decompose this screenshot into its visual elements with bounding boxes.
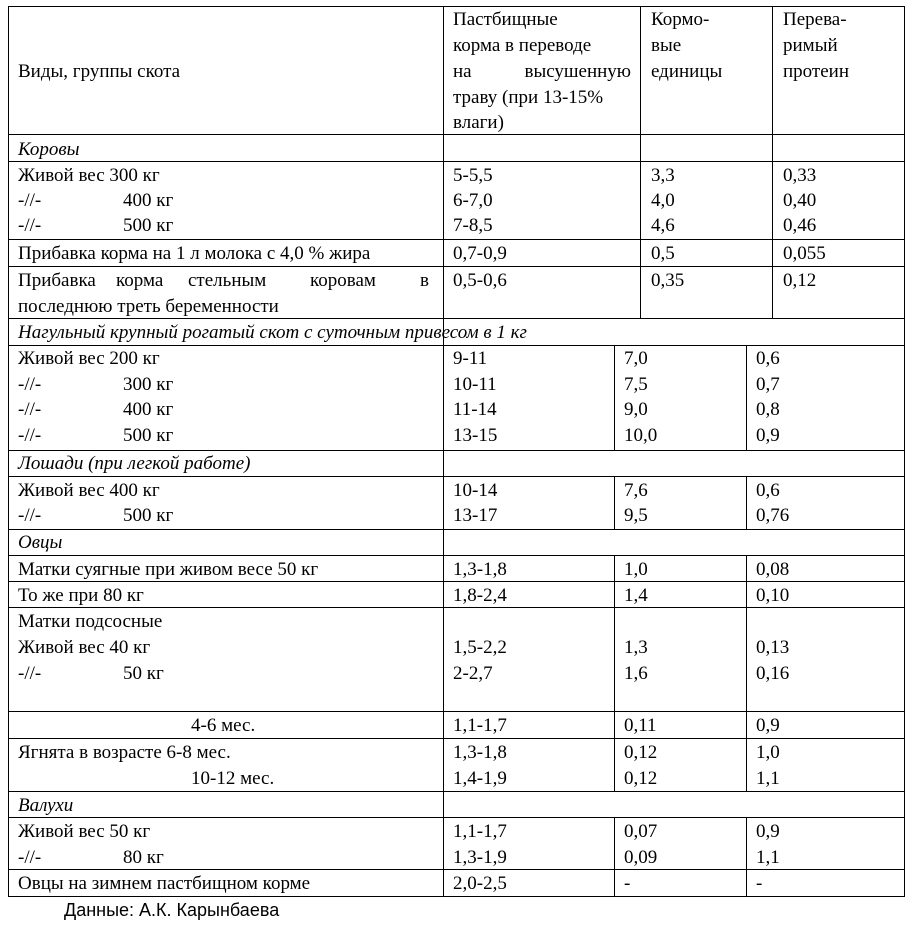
cell-species: Матки подсосные (18, 611, 163, 632)
cell-species: -//- (18, 847, 42, 868)
cell-feed-units: 0,5 (651, 243, 675, 264)
header-pasture-feed-line-2: корма в переводе (453, 35, 592, 56)
grid-line (8, 6, 905, 7)
cell-pasture-feed: 2,0-2,5 (453, 873, 507, 894)
header-feed-units-line-2: вые (651, 35, 682, 56)
section-cows: Коровы (18, 139, 80, 160)
cell-feed-units: 0,11 (624, 715, 657, 736)
cell-protein: 0,10 (756, 585, 790, 606)
cell-pasture-feed: 1,1-1,7 (453, 715, 507, 736)
cell-feed-units: 7,5 (624, 374, 648, 395)
cell-pasture-feed: 10-11 (453, 374, 497, 395)
cell-species-weight: 500 кг (123, 505, 174, 526)
cell-species: -//- (18, 399, 42, 420)
grid-line (8, 266, 905, 267)
grid-line (772, 6, 773, 319)
cell-protein: 0,16 (756, 663, 790, 684)
cell-species-word: Прибавка (18, 270, 96, 291)
cell-species-word: в (420, 270, 429, 291)
cell-species: Овцы на зимнем пастбищном корме (18, 873, 311, 894)
grid-line (8, 161, 905, 162)
cell-pasture-feed: 5-5,5 (453, 165, 493, 186)
cell-pasture-feed: 1,1-1,7 (453, 821, 507, 842)
grid-line (8, 817, 905, 818)
cell-feed-units: 0,12 (624, 742, 658, 763)
cell-species-weight: 400 кг (123, 399, 174, 420)
cell-feed-units: 1,0 (624, 559, 648, 580)
cell-species: -//- (18, 425, 42, 446)
header-pasture-feed-line-1: Пастбищные (453, 9, 558, 30)
cell-protein: 0,055 (783, 243, 826, 264)
cell-pasture-feed: 10-14 (453, 480, 498, 501)
cell-species-weight: 80 кг (123, 847, 164, 868)
cell-pasture-feed: 7-8,5 (453, 215, 493, 236)
cell-pasture-feed: 13-17 (453, 505, 498, 526)
cell-species-weight: 500 кг (123, 425, 174, 446)
cell-species-weight: 500 кг (123, 215, 174, 236)
section-fattening-cattle: Нагульный крупный рогатый скот с суточным привесом в 1 кг (18, 322, 527, 343)
source-note: Данные: А.К. Карынбаева (64, 900, 280, 920)
cell-feed-units: 1,3 (624, 637, 648, 658)
cell-feed-units: 4,0 (651, 190, 675, 211)
header-feed-units-line-3: единицы (651, 61, 723, 82)
cell-protein: 1,0 (756, 742, 780, 763)
cell-protein: 0,76 (756, 505, 790, 526)
cell-species: Живой вес 200 кг (18, 348, 160, 369)
cell-species: -//- (18, 374, 42, 395)
cell-species-word: коровам (310, 270, 376, 291)
cell-feed-units: 9,0 (624, 399, 648, 420)
cell-protein: 0,12 (783, 270, 817, 291)
cell-species: -//- (18, 215, 42, 236)
header-species-groups: Виды, группы скота (18, 61, 181, 82)
grid-line (8, 476, 905, 477)
cell-feed-units: 7,0 (624, 348, 648, 369)
section-wethers: Валухи (18, 795, 74, 816)
cell-pasture-feed: 1,4-1,9 (453, 768, 507, 789)
cell-species-age: 4-6 мес. (191, 715, 256, 736)
grid-line (640, 6, 641, 319)
cell-feed-units: - (624, 873, 631, 894)
cell-pasture-feed: 6-7,0 (453, 190, 493, 211)
cell-species-word: стельным (188, 270, 267, 291)
cell-feed-units: 0,35 (651, 270, 685, 291)
cell-pasture-feed: 11-14 (453, 399, 497, 420)
section-sheep: Овцы (18, 532, 63, 553)
cell-protein: 1,1 (756, 847, 780, 868)
cell-pasture-feed: 0,5-0,6 (453, 270, 507, 291)
cell-species: -//- (18, 190, 42, 211)
cell-species-word: корма (116, 270, 164, 291)
cell-feed-units: 3,3 (651, 165, 675, 186)
header-protein-line-2: римый (783, 35, 838, 56)
cell-feed-units: 7,6 (624, 480, 648, 501)
cell-protein: 0,9 (756, 715, 780, 736)
cell-species: Живой вес 40 кг (18, 637, 151, 658)
cell-species: Матки суягные при живом весе 50 кг (18, 559, 319, 580)
header-pasture-feed-line-5: влаги) (453, 112, 504, 133)
cell-feed-units: 0,09 (624, 847, 658, 868)
cell-species: -//- (18, 505, 42, 526)
cell-pasture-feed: 1,5-2,2 (453, 637, 507, 658)
cell-protein: 0,6 (756, 348, 780, 369)
header-protein-line-1: Перева- (783, 9, 847, 30)
cell-pasture-feed: 1,8-2,4 (453, 585, 507, 606)
grid-line (8, 555, 905, 556)
section-horses: Лошади (при легкой работе) (18, 453, 251, 474)
cell-pasture-feed: 1,3-1,9 (453, 847, 507, 868)
cell-pasture-feed: 13-15 (453, 425, 498, 446)
cell-protein: 0,6 (756, 480, 780, 501)
grid-line (8, 711, 905, 712)
section-row-mask (444, 451, 903, 476)
grid-line (8, 239, 905, 240)
cell-feed-units: 9,5 (624, 505, 648, 526)
grid-line (904, 6, 905, 897)
cell-species-weight: 50 кг (123, 663, 164, 684)
cell-pasture-feed: 9-11 (453, 348, 488, 369)
cell-feed-units: 0,12 (624, 768, 658, 789)
cell-feed-units: 0,07 (624, 821, 658, 842)
cell-protein: 0,40 (783, 190, 817, 211)
cell-pasture-feed: 1,3-1,8 (453, 742, 507, 763)
cell-feed-units: 4,6 (651, 215, 675, 236)
header-pasture-feed-line-4: траву (при 13-15% (453, 87, 604, 108)
cell-species-weight: 400 кг (123, 190, 174, 211)
header-protein-line-3: протеин (783, 61, 849, 82)
cell-protein: 0,8 (756, 399, 780, 420)
header-pasture-feed-line-3: на высушенную (453, 61, 631, 82)
grid-line (8, 738, 905, 739)
cell-species: -//- (18, 663, 42, 684)
cell-species: То же при 80 кг (18, 585, 144, 606)
cell-species: последнюю треть беременности (18, 296, 279, 317)
cell-species: Живой вес 300 кг (18, 165, 160, 186)
cell-protein: 0,9 (756, 821, 780, 842)
cell-protein: - (756, 873, 763, 894)
grid-line (8, 896, 905, 897)
cell-species: Ягнята в возрасте 6-8 мес. (18, 742, 231, 763)
cell-protein: 0,08 (756, 559, 790, 580)
section-row-mask (444, 792, 903, 817)
cell-species: Живой вес 50 кг (18, 821, 151, 842)
cell-species-weight: 300 кг (123, 374, 174, 395)
cell-protein: 0,7 (756, 374, 780, 395)
cell-pasture-feed: 1,3-1,8 (453, 559, 507, 580)
cell-protein: 0,13 (756, 637, 790, 658)
cell-pasture-feed: 0,7-0,9 (453, 243, 507, 264)
cell-feed-units: 1,6 (624, 663, 648, 684)
cell-species: Живой вес 400 кг (18, 480, 160, 501)
cell-protein: 0,33 (783, 165, 817, 186)
grid-line (8, 6, 9, 897)
header-feed-units-line-1: Кормо- (651, 9, 710, 30)
cell-species-age: 10-12 мес. (191, 768, 275, 789)
cell-protein: 0,46 (783, 215, 817, 236)
cell-feed-units: 1,4 (624, 585, 648, 606)
cell-feed-units: 10,0 (624, 425, 658, 446)
cell-pasture-feed: 2-2,7 (453, 663, 493, 684)
section-row-mask (444, 530, 903, 555)
cell-protein: 1,1 (756, 768, 780, 789)
cell-species: Прибавка корма на 1 л молока с 4,0 % жира (18, 243, 371, 264)
cell-protein: 0,9 (756, 425, 780, 446)
